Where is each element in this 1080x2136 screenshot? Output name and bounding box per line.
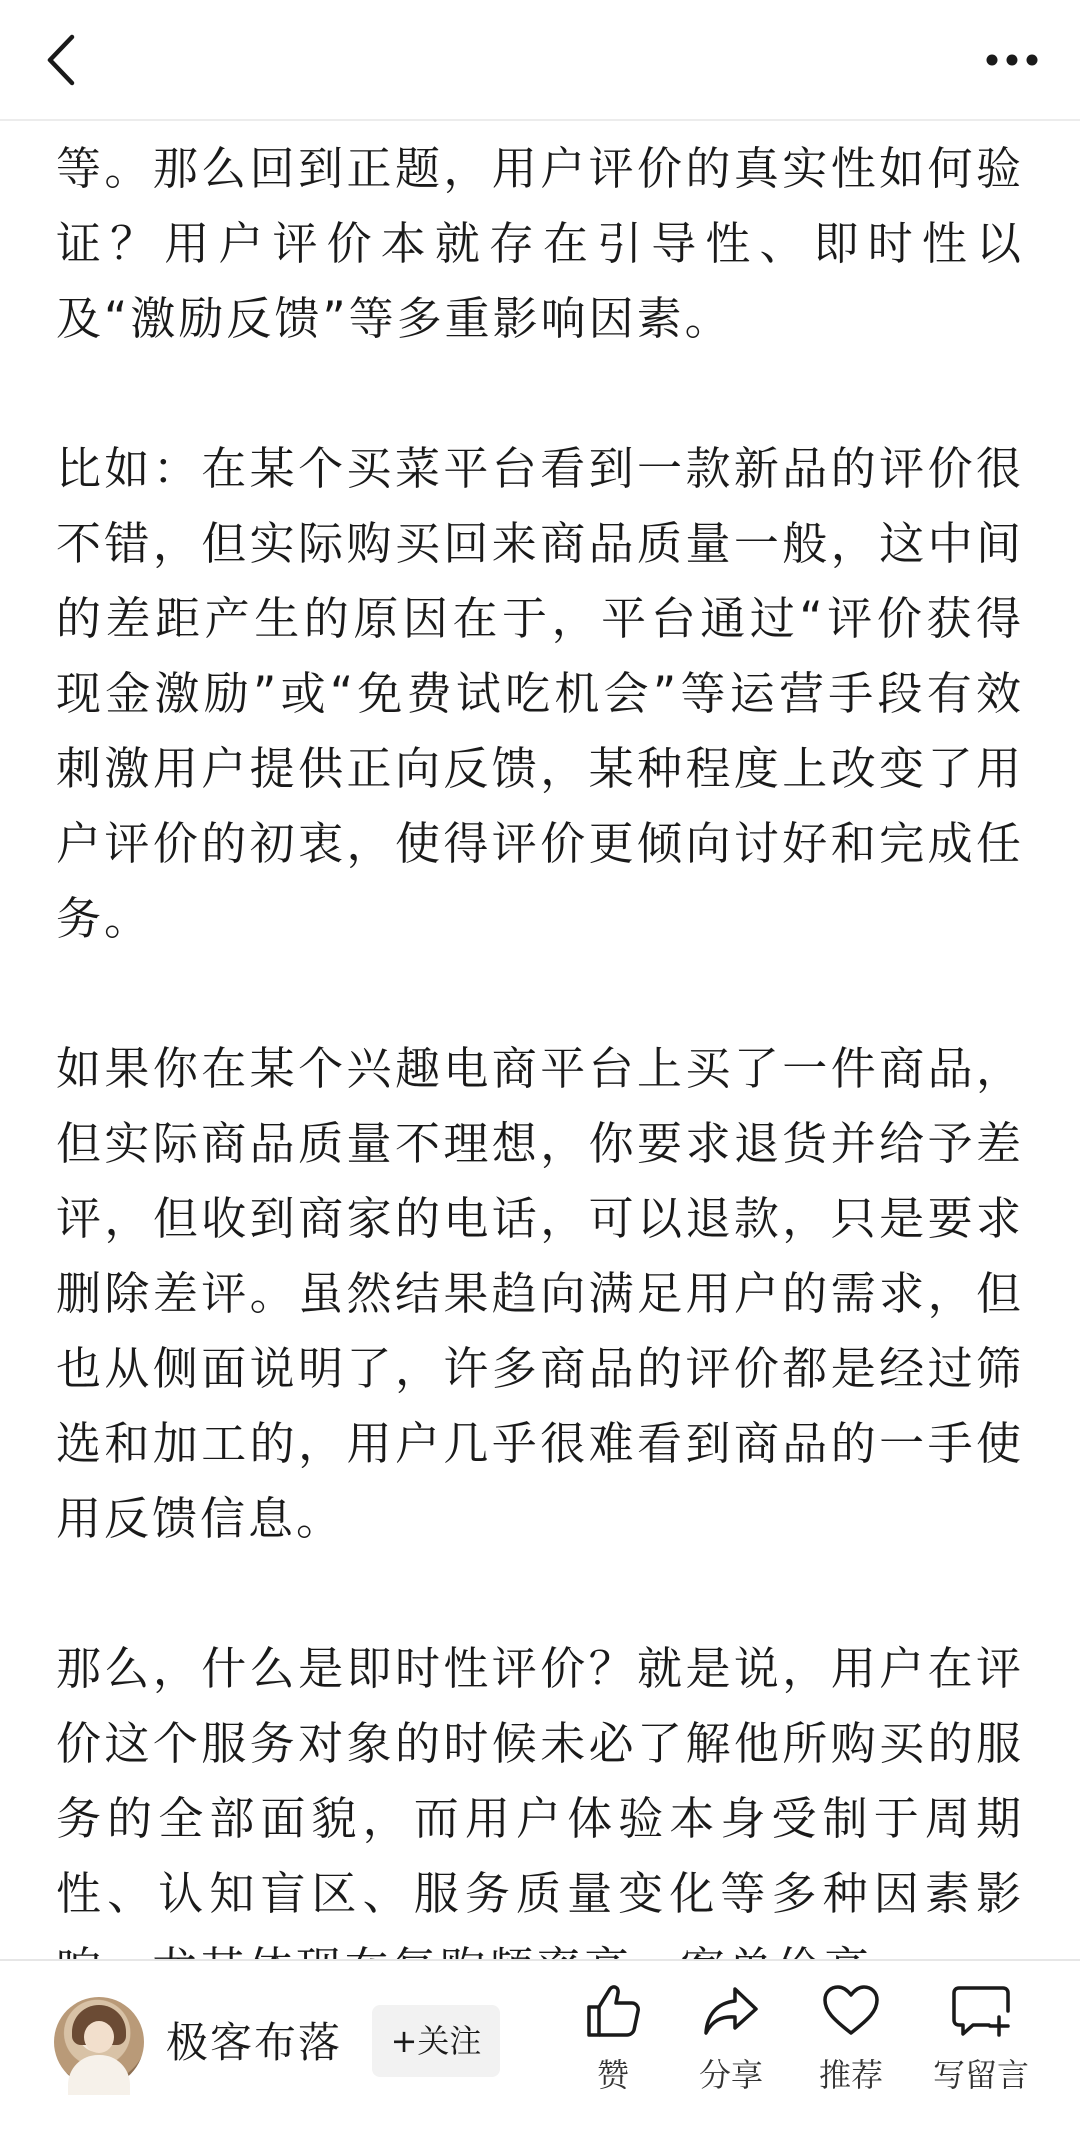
more-options-button[interactable] xyxy=(972,24,1052,96)
write-comment-button[interactable] xyxy=(916,1981,1046,2121)
article-paragraph: 如果你在某个兴趣电商平台上买了一件商品，但实际商品质量不理想，你要求退货并给予差评，但收到商家的电话，可以退款，只是要求删除差评。虽然结果趋向满足用户的需求，但也从侧面说明了，许多商品的评价都是经过筛选和加工的，用户几乎很难看到商品的一手使用反馈信息。 xyxy=(56,1042,1024,1545)
share-button[interactable] xyxy=(676,1981,786,2121)
back-button[interactable] xyxy=(30,24,94,96)
recommend-button[interactable] xyxy=(796,1981,906,2121)
article-paragraph: 等。那么回到正题，用户评价的真实性如何验证？用户评价本就存在引导性、即时性以及“激励反馈”等多重影响因素。 xyxy=(56,142,1024,345)
bottom-action-bar xyxy=(0,1959,1080,2136)
more-horizontal-icon xyxy=(985,53,1039,67)
thumbs-up-icon xyxy=(583,1981,643,2041)
author-avatar[interactable] xyxy=(54,1997,144,2087)
recommend-label: 推荐 xyxy=(818,2056,883,2094)
article-body xyxy=(56,121,1024,1959)
article-paragraph: 那么，什么是即时性评价？就是说，用户在评价这个服务对象的时候未必了解他所购买的服务的全部面貌，而用户体验本身受制于周期性、认知盲区、服务质量变化等多种因素影 xyxy=(56,1642,1024,1920)
share-arrow-icon xyxy=(701,1981,761,2041)
share-label: 分享 xyxy=(698,2056,763,2094)
follow-button[interactable]: +关注 xyxy=(372,2005,500,2077)
top-navigation-bar xyxy=(0,0,1080,121)
like-button[interactable] xyxy=(558,1981,668,2121)
heart-icon xyxy=(821,1981,881,2041)
comment-label: 写留言 xyxy=(932,2056,1029,2094)
chevron-left-icon xyxy=(44,33,80,87)
comment-plus-icon xyxy=(951,1981,1011,2041)
like-label: 赞 xyxy=(596,2056,629,2094)
author-name[interactable]: 极客布落 xyxy=(166,2018,343,2067)
article-paragraph: 比如：在某个买菜平台看到一款新品的评价很不错，但实际购买回来商品质量一般，这中间的差距产生的原因在于，平台通过“评价获得现金激励”或“免费试吃机会”等运营手段有效刺激用户提供正向反馈，某种程度上改变了用户评价的初衷，使得评价更倾向讨好和完成任务。 xyxy=(56,442,1024,945)
